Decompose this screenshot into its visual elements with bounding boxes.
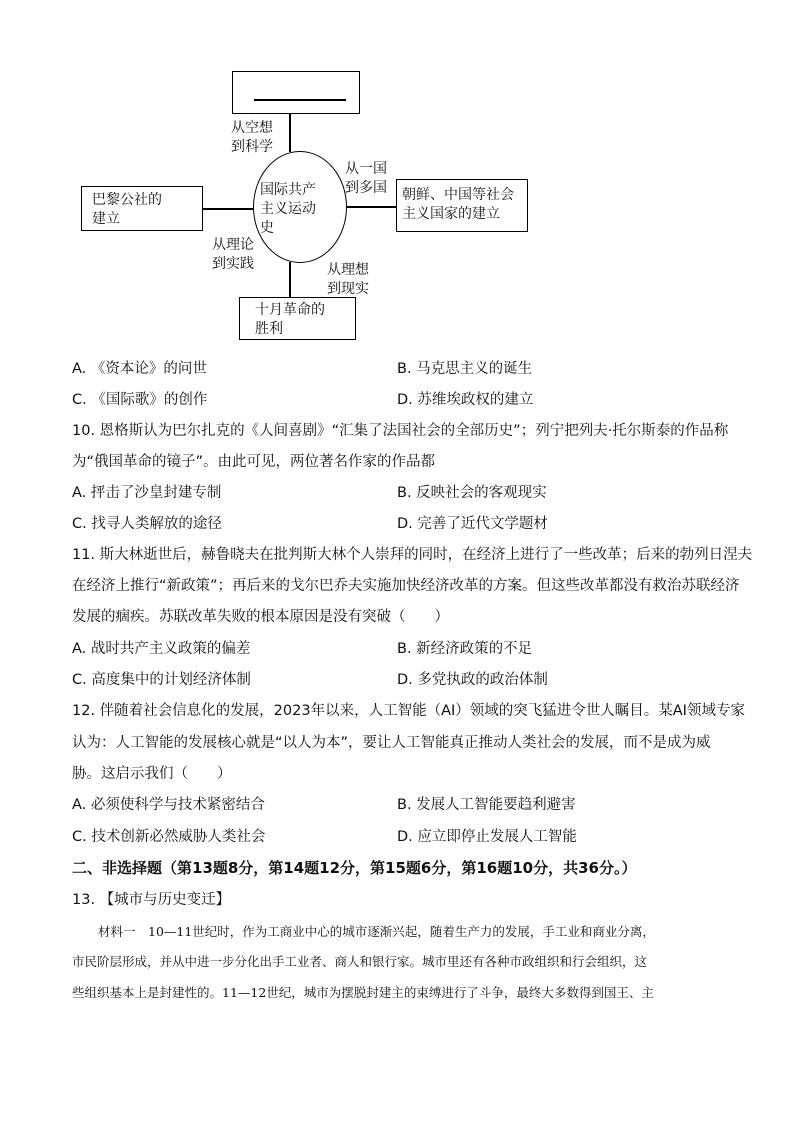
top-answer-box [232,71,360,114]
label-one-to-many-2: 到多国 [345,180,387,196]
q11-option-a[interactable]: A. 战时共产主义政策的偏差 [72,641,251,657]
answer-blank-line [254,99,346,101]
q11-stem-line3: 发展的痼疾。苏联改革失败的根本原因是没有突破（ ） [72,609,449,625]
left-box-line2: 建立 [92,211,120,227]
q12-option-b[interactable]: B. 发展人工智能要趋利避害 [397,797,576,813]
left-box-line1: 巴黎公社的 [92,192,162,208]
q11-option-d[interactable]: D. 多党执政的政治体制 [397,672,548,688]
connector-right [346,206,396,208]
q12-stem-line2: 认为：人工智能的发展核心就是“以人为本”，要让人工智能真正推动人类社会的发展，而不是成为威 [72,735,711,751]
right-box-line2: 主义国家的建立 [402,206,500,222]
label-theory-to-practice-2: 到实践 [212,256,254,272]
connector-bottom [289,262,291,298]
label-theory-to-practice-1: 从理论 [212,237,254,253]
q10-option-c[interactable]: C. 找寻人类解放的途径 [72,516,222,532]
q9-option-b[interactable]: B. 马克思主义的诞生 [397,361,533,377]
q10-option-a[interactable]: A. 抨击了沙皇封建专制 [72,485,222,501]
q9-option-d[interactable]: D. 苏维埃政权的建立 [397,392,534,408]
q13-material-line3: 些组织基本上是封建性的。11—12世纪，城市为摆脱封建主的束缚进行了斗争，最终大多数得到国王、主 [72,985,654,1000]
center-label-line1: 国际共产 [260,182,316,198]
q13-material-line1: 材料一 10—11世纪时，作为工商业中心的城市逐渐兴起，随着生产力的发展，手工业和商业分离， [98,924,655,939]
q10-stem-line1: 10. 恩格斯认为巴尔扎克的《人间喜剧》“汇集了法国社会的全部历史”；列宁把列夫·托尔斯泰的作品称 [72,423,729,439]
bottom-box-line2: 胜利 [255,321,283,337]
connector-top [289,114,291,152]
label-ideal-to-reality-1: 从理想 [327,262,369,278]
q12-option-d[interactable]: D. 应立即停止发展人工智能 [397,829,577,845]
label-one-to-many-1: 从一国 [345,161,387,177]
label-ideal-to-reality-2: 到现实 [327,281,369,297]
label-utopia-to-science-2: 到科学 [231,139,273,155]
right-box-line1: 朝鲜、中国等社会 [402,187,514,203]
q10-option-b[interactable]: B. 反映社会的客观现实 [397,485,547,501]
q12-option-c[interactable]: C. 技术创新必然威胁人类社会 [72,829,266,845]
q10-stem-line2: 为“俄国革命的镜子”。由此可见，两位著名作家的作品都 [72,454,436,470]
bottom-box-line1: 十月革命的 [255,302,325,318]
label-utopia-to-science-1: 从空想 [231,120,273,136]
q11-stem-line2: 在经济上推行“新政策”；再后来的戈尔巴乔夫实施加快经济改革的方案。但这些改革都没有救治苏联经济 [72,578,740,594]
center-label-line3: 史 [260,220,274,236]
section-heading-non-choice: 二、非选择题（第13题8分，第14题12分，第15题6分，第16题10分，共36分。） [72,859,637,877]
q11-option-c[interactable]: C. 高度集中的计划经济体制 [72,672,251,688]
center-label-line2: 主义运动 [260,201,316,217]
q13-title: 13. 【城市与历史变迁】 [72,892,231,908]
q10-option-d[interactable]: D. 完善了近代文学题材 [397,516,548,532]
connector-left [203,208,255,210]
q9-option-a[interactable]: A. 《资本论》的问世 [72,361,207,377]
q12-stem-line3: 胁。这启示我们（ ） [72,766,232,782]
q11-option-b[interactable]: B. 新经济政策的不足 [397,641,533,657]
q12-option-a[interactable]: A. 必须使科学与技术紧密结合 [72,797,265,813]
q11-stem-line1: 11. 斯大林逝世后，赫鲁晓夫在批判斯大林个人崇拜的同时，在经济上进行了一些改革；后来的勃列日涅夫 [72,547,753,563]
q12-stem-line1: 12. 伴随着社会信息化的发展，2023年以来，人工智能（AI）领域的突飞猛进令世人瞩目。某AI领域专家 [72,703,745,719]
q9-option-c[interactable]: C. 《国际歌》的创作 [72,392,208,408]
q13-material-line2: 市民阶层形成，并从中进一步分化出手工业者、商人和银行家。城市里还有各种市政组织和行会组织，这 [72,954,648,969]
